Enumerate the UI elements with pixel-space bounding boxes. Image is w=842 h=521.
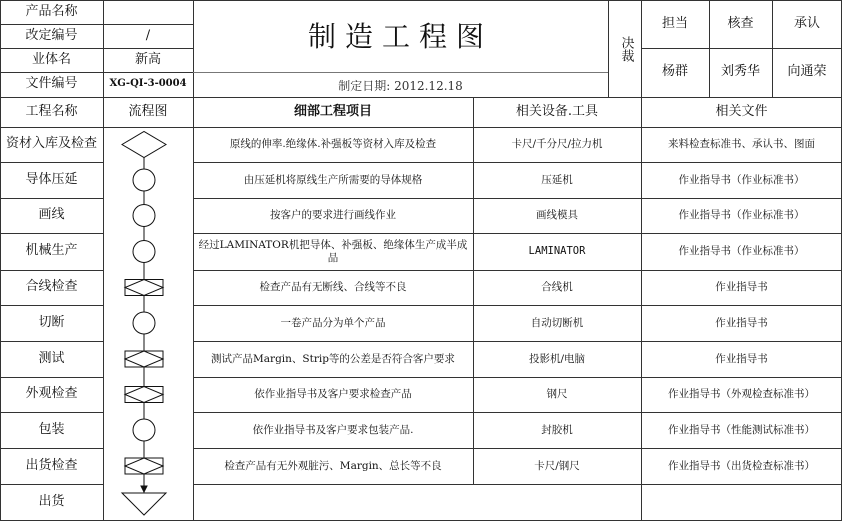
process-equipment: 投影机/电脑 (528, 352, 586, 365)
process-equipment: 画线模具 (536, 209, 578, 222)
flow-symbol-inspect-box (125, 280, 163, 296)
process-detail: 检查产品有无外观脏污、Margin、总长等不良 (224, 459, 442, 472)
process-name: 机械生产 (25, 243, 78, 259)
approval-name-3: 向通荣 (787, 64, 827, 80)
flow-symbol-circle (133, 312, 155, 334)
process-detail: 一卷产品分为单个产品 (280, 316, 386, 329)
process-detail: 由压延机将原线生产所需要的导体规格 (243, 173, 423, 186)
column-header-equipment: 相关设备.工具 (515, 103, 599, 119)
date-value: 2012.12.18 (394, 79, 463, 94)
process-detail: 原线的伸率.绝缘体.补强板等资材入库及检查 (229, 138, 437, 151)
process-documents: 来料检查标准书、承认书、图面 (668, 138, 815, 151)
process-detail (193, 484, 473, 521)
flow-arrowhead (141, 486, 147, 492)
flow-symbol-circle (133, 419, 155, 441)
process-equipment: 合线机 (541, 281, 573, 294)
process-detail: 经过LAMINATOR机把导体、补强板、绝缘体生产成半成品 (198, 239, 468, 264)
process-detail: 依作业指导书及客户要求检查产品 (254, 388, 412, 401)
process-detail: 依作业指导书及客户要求包装产品. (252, 423, 414, 436)
process-name: 资材入库及检查 (5, 136, 97, 152)
process-detail: 按客户的要求进行画线作业 (270, 209, 396, 222)
process-documents (641, 484, 842, 521)
approval-role-1: 担当 (661, 15, 688, 31)
process-documents: 作业指导书（外观检查标准书） (668, 388, 815, 401)
doc-no-value: XG-QI-3-0004 (109, 78, 187, 90)
process-equipment (473, 484, 641, 521)
process-documents: 作业指导书（作业标准书） (678, 209, 805, 222)
process-documents: 作业指导书 (715, 281, 768, 294)
process-documents: 作业指导书（作业标准书） (678, 173, 805, 186)
flow-symbol-inspect-box (125, 351, 163, 367)
process-name: 画线 (38, 207, 65, 223)
process-documents: 作业指导书 (715, 316, 768, 329)
flow-symbol-diamond (122, 132, 166, 158)
process-equipment: 自动切断机 (530, 316, 584, 329)
column-header-detail: 细部工程项目 (293, 103, 372, 119)
process-equipment: 钢尺 (546, 388, 568, 401)
process-name: 出货检查 (25, 457, 78, 473)
process-name: 切断 (38, 314, 65, 330)
process-documents: 作业指导书（性能测试标准书） (668, 423, 815, 436)
process-equipment: 压延机 (541, 173, 573, 186)
grid-line (193, 72, 608, 73)
process-equipment: 卡尺/千分尺/拉力机 (511, 138, 603, 151)
company-label: 业体名 (31, 51, 71, 67)
process-equipment: 封胶机 (541, 423, 573, 436)
column-header-process: 工程名称 (25, 103, 78, 119)
product-name-value (103, 0, 193, 24)
creation-date (193, 76, 608, 98)
flow-symbol-circle (133, 241, 155, 263)
process-name: 合线检查 (25, 279, 78, 295)
process-name: 包装 (38, 421, 65, 437)
process-equipment: 卡尺/钢尺 (534, 459, 580, 472)
flow-symbol-circle (133, 169, 155, 191)
approval-name-1: 杨群 (661, 64, 688, 80)
process-name: 出货 (38, 494, 65, 510)
process-documents: 作业指导书 (715, 352, 768, 365)
doc-no-label: 文件编号 (25, 75, 78, 91)
process-documents: 作业指导书（作业标准书） (678, 245, 805, 258)
date-label: 制定日期: (338, 79, 391, 94)
flow-symbol-inspect-box (125, 387, 163, 403)
process-documents: 作业指导书（出货检查标准书） (668, 459, 815, 472)
column-header-flow: 流程图 (128, 103, 168, 119)
approval-role-3: 承认 (793, 15, 820, 31)
revision-no-value: / (145, 27, 151, 43)
process-name: 导体压延 (25, 171, 78, 187)
process-detail: 测试产品Margin、Strip等的公差是否符合客户要求 (211, 352, 455, 365)
approval-label: 决裁 (618, 35, 634, 62)
page-title: 制造工程图 (307, 19, 493, 53)
process-detail: 检查产品有无断线、合线等不良 (259, 281, 407, 294)
flow-symbol-triangle (122, 493, 166, 515)
company-value: 新高 (134, 51, 161, 67)
flow-symbol-inspect-box (125, 458, 163, 474)
approval-role-2: 核查 (727, 15, 754, 31)
process-equipment: LAMINATOR (528, 245, 586, 258)
process-name: 测试 (38, 350, 65, 366)
process-name: 外观检查 (25, 386, 78, 402)
approval-name-2: 刘秀华 (720, 64, 760, 80)
column-header-documents: 相关文件 (715, 103, 768, 119)
revision-no-label: 改定编号 (25, 27, 78, 43)
product-name-label: 产品名称 (25, 3, 78, 19)
flow-symbol-circle (133, 205, 155, 227)
